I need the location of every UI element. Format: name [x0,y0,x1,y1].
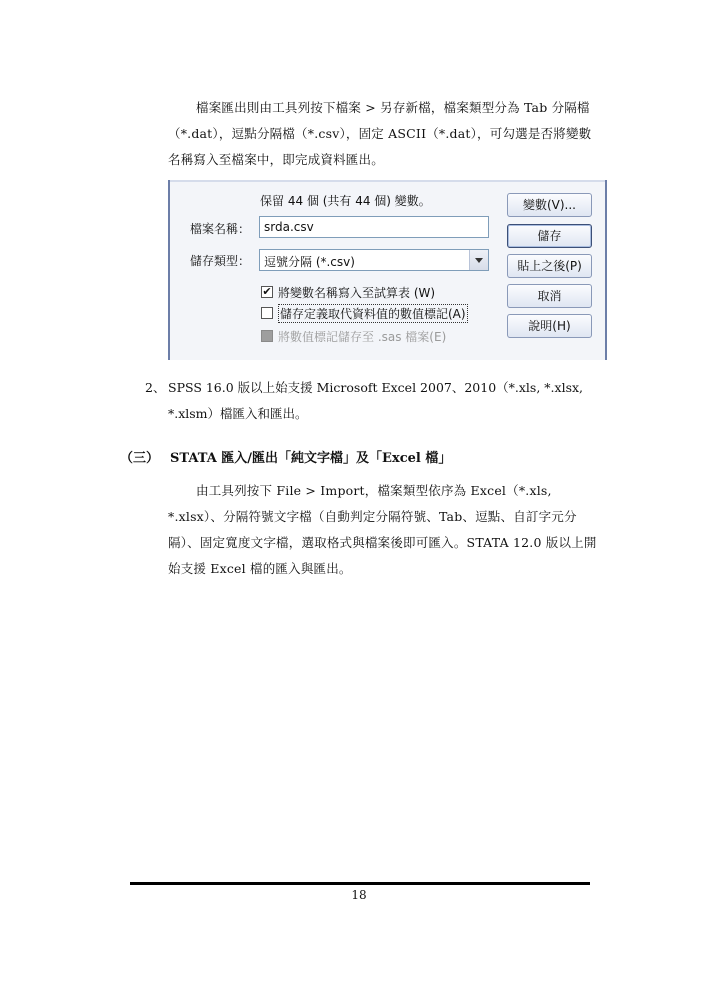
sas-labels-checkbox-row [261,327,446,345]
list-item-text: SPSS 16.0 版以上始支援 Microsoft Excel 2007、2010（*.xls, *.xlsx, *.xlsm）檔匯入和匯出。 [168,380,584,421]
help-button[interactable]: 說明(H) [507,314,592,338]
list-item-number: 2、 [145,380,166,395]
paste-button[interactable]: 貼上之後(P) [507,254,592,278]
variables-button[interactable]: 變數(V)... [507,193,592,217]
checkbox-unchecked-icon[interactable] [261,307,273,319]
chevron-down-icon[interactable] [469,250,488,270]
write-names-checkbox-row[interactable] [261,283,435,301]
write-names-label: 將變數名稱寫入至試算表 (W) [278,285,436,300]
export-paragraph-text: 檔案匯出則由工具列按下檔案 > 另存新檔，檔案類型分為 Tab 分隔檔（*.dat），逗點分隔檔（*.csv），固定 ASCII（*.dat），可勾選是否將變數名稱寫入至檔案中，即完成資料匯出。 [168,100,592,167]
user-missing-checkbox-row[interactable] [261,304,468,322]
section-heading [120,447,451,466]
checkmark-icon[interactable]: ✔ [262,285,272,298]
export-paragraph [168,95,604,173]
stata-paragraph [168,478,604,582]
save-button[interactable]: 儲存 [507,224,592,248]
retain-variables-text: 保留 44 個 (共有 44 個) 變數。 [260,194,431,208]
save-type-label: 儲存類型： [190,254,251,268]
save-type-value: 逗號分隔 (*.csv) [264,255,355,269]
page-number: 18 [351,888,367,902]
user-missing-label: 儲存定義取代資料值的數值標記(A) [278,304,468,323]
checkbox-disabled-icon [261,330,273,342]
file-name-label: 檔案名稱： [190,222,251,236]
dialog-top-border [170,180,605,182]
section-title: STATA 匯入/匯出「純文字檔」及「Excel 檔」 [170,451,452,466]
file-name-input[interactable]: srda.csv [259,216,489,238]
cancel-button[interactable]: 取消 [507,284,592,308]
section-number: （三） [120,451,160,466]
footer-rule [130,882,590,885]
spss-save-dialog-screenshot [168,180,607,360]
save-type-select[interactable] [259,249,489,271]
sas-labels-label: 將數值標記儲存至 .sas 檔案(E) [278,329,447,344]
stata-paragraph-text: 由工具列按下 File > Import，檔案類型依序為 Excel（*.xls, *.xlsx）、分隔符號文字檔（自動判定分隔符號、Tab、逗點、自訂字元分隔）、固定寬度文字檔，選取格式與檔案後即可匯入。STATA 12.0 版以上開始支援 Excel 檔的匯入與匯出。 [168,483,597,576]
